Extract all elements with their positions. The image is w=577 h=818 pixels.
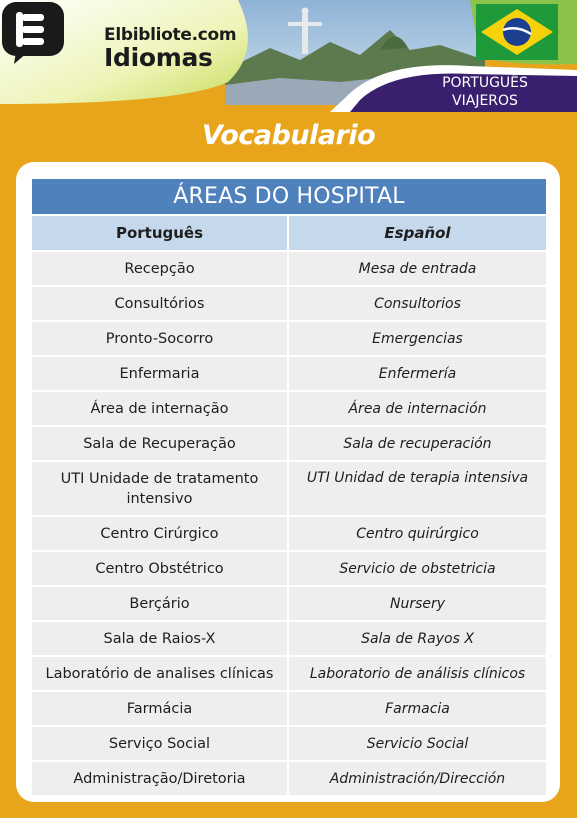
table-cell-portuguese: Sala de Recuperação	[32, 427, 287, 460]
table-cell-portuguese: Administração/Diretoria	[32, 762, 287, 795]
header-spanish: Español	[289, 216, 546, 250]
table-cell-portuguese: Laboratório de analises clínicas	[32, 657, 287, 690]
table-cell-spanish: Servicio de obstetricia	[289, 552, 546, 585]
table-cell-portuguese: Consultórios	[32, 287, 287, 320]
table-cell-portuguese: Área de internação	[32, 392, 287, 425]
table-cell-portuguese: Centro Obstétrico	[32, 552, 287, 585]
table-cell-spanish: Sala de Rayos X	[289, 622, 546, 655]
brand-name	[104, 26, 236, 72]
table-cell-portuguese: Serviço Social	[32, 727, 287, 760]
table-grid	[32, 214, 546, 795]
table-cell-portuguese: Centro Cirúrgico	[32, 517, 287, 550]
header-portuguese: Português	[32, 216, 287, 250]
brand-site: Elbibliote.com	[104, 25, 237, 45]
table-cell-spanish: Administración/Dirección	[289, 762, 546, 795]
table-cell-spanish: Mesa de entrada	[289, 252, 546, 285]
table-cell-portuguese: Berçário	[32, 587, 287, 620]
course-level: VIAJEROS	[452, 93, 518, 109]
table-cell-spanish: Sala de recuperación	[289, 427, 546, 460]
table-cell-spanish: Emergencias	[289, 322, 546, 355]
table-cell-spanish: Nursery	[289, 587, 546, 620]
table-cell-spanish: Servicio Social	[289, 727, 546, 760]
table-cell-spanish: Consultorios	[289, 287, 546, 320]
table-cell-spanish: Laboratorio de análisis clínicos	[289, 657, 546, 690]
table-cell-spanish: Centro quirúrgico	[289, 517, 546, 550]
table-cell-spanish: UTI Unidad de terapia intensiva	[289, 462, 546, 515]
statue-icon	[302, 14, 308, 54]
table-cell-spanish: Área de internación	[289, 392, 546, 425]
table-cell-portuguese: Pronto-Socorro	[32, 322, 287, 355]
table-title: ÁREAS DO HOSPITAL	[32, 179, 546, 214]
table-cell-portuguese: Farmácia	[32, 692, 287, 725]
table-cell-portuguese: Enfermaria	[32, 357, 287, 390]
table-cell-portuguese: UTI Unidade de tratamento intensivo	[32, 462, 287, 515]
course-tag	[420, 74, 550, 110]
logo-icon	[0, 0, 70, 66]
brand-idiomas: Idiomas	[104, 43, 213, 72]
header-banner	[0, 0, 577, 112]
table-cell-spanish: Farmacia	[289, 692, 546, 725]
vocabulary-table	[32, 179, 546, 795]
course-language: PORTUGUÊS	[442, 75, 528, 91]
section-title: Vocabulario	[201, 120, 376, 151]
table-cell-portuguese: Sala de Raios-X	[32, 622, 287, 655]
table-cell-spanish: Enfermería	[289, 357, 546, 390]
brazil-flag-icon	[476, 4, 558, 60]
table-cell-portuguese: Recepção	[32, 252, 287, 285]
